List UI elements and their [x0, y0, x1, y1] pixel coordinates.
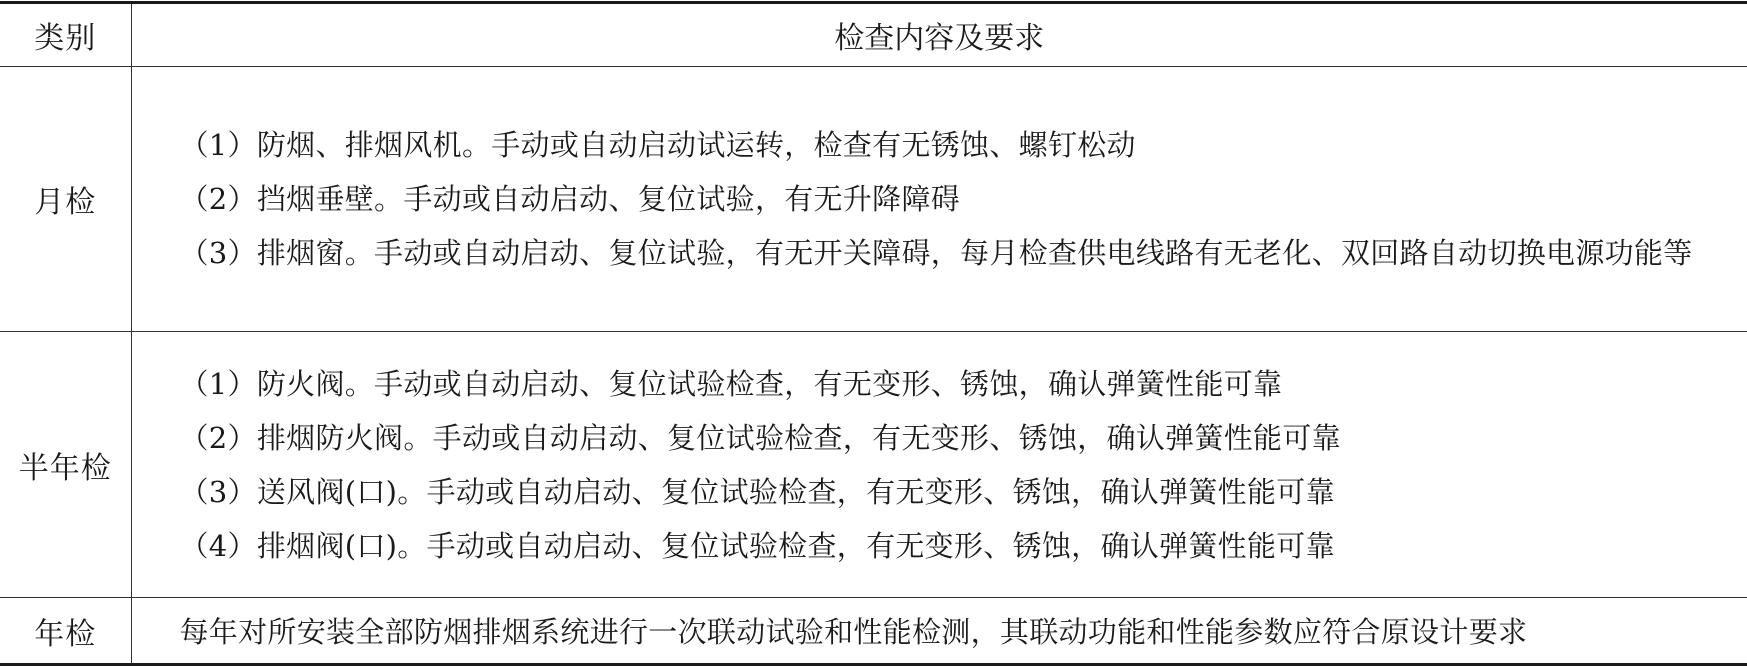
list-item: （2）挡烟垂壁。手动或自动启动、复位试验，有无升降障碍 — [179, 182, 961, 216]
list-item: （4）排烟阀(口)。手动或自动启动、复位试验检查，有无变形、锈蚀，确认弹簧性能可靠 — [179, 528, 1335, 563]
list-item: （3）送风阀(口)。手动或自动启动、复位试验检查，有无变形、锈蚀，确认弹簧性能可靠 — [179, 474, 1335, 509]
table-row-semiannual — [0, 332, 1747, 598]
content-monthly — [131, 67, 1747, 332]
content-semiannual — [131, 332, 1747, 598]
content-annual — [131, 598, 1747, 665]
list-item: （1）防烟、排烟风机。手动或自动启动试运转，检查有无锈蚀、螺钉松动 — [179, 128, 1136, 162]
annual-requirement: 每年对所安装全部防烟排烟系统进行一次联动试验和性能检测，其联动功能和性能参数应符合原设计要求 — [179, 615, 1528, 649]
list-item: （2）排烟防火阀。手动或自动启动、复位试验检查，有无变形、锈蚀，确认弹簧性能可靠 — [179, 420, 1341, 455]
inspection-table — [0, 1, 1747, 666]
table-row-annual — [0, 598, 1747, 665]
table-header-row — [0, 3, 1747, 67]
header-content: 检查内容及要求 — [834, 21, 1045, 56]
list-item: （1）防火阀。手动或自动启动、复位试验检查，有无变形、锈蚀，确认弹簧性能可靠 — [179, 366, 1283, 401]
header-category: 类别 — [0, 3, 131, 67]
category-semiannual: 半年检 — [0, 332, 131, 598]
category-monthly: 月检 — [0, 67, 131, 332]
category-annual: 年检 — [0, 598, 131, 665]
list-item: （3）排烟窗。手动或自动启动、复位试验，有无开关障碍，每月检查供电线路有无老化、双回路自动切换电源功能等 — [179, 236, 1693, 270]
table-row-monthly — [0, 67, 1747, 332]
